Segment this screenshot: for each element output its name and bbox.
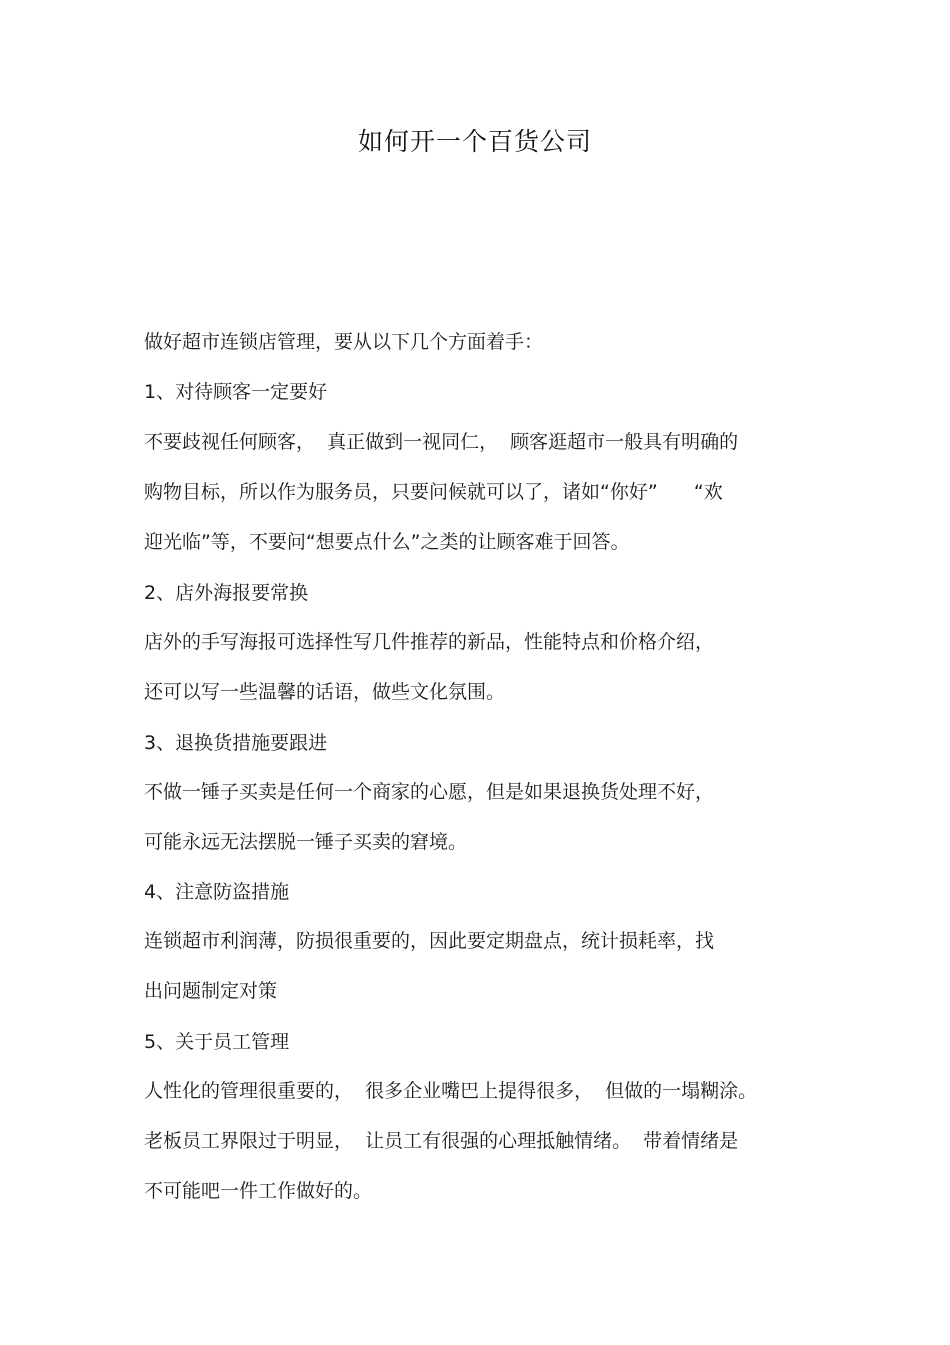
- section-2-line-2: 还可以写一些温馨的话语，做些文化氛围。: [144, 681, 506, 703]
- document-title: 如何开一个百货公司: [357, 127, 592, 156]
- section-2-line-1: 店外的手写海报可选择性写几件推荐的新品，性能特点和价格介绍，: [144, 631, 715, 653]
- section-1-line-2: 购物目标，所以作为服务员，只要问候就可以了，诸如“你好” “欢: [144, 481, 723, 503]
- section-4-heading: 4、注意防盗措施: [144, 881, 290, 903]
- section-4-line-1: 连锁超市利润薄，防损很重要的，因此要定期盘点，统计损耗率，找: [144, 930, 715, 952]
- section-5-line-3: 不可能吧一件工作做好的。: [144, 1180, 373, 1202]
- section-5-heading: 5、关于员工管理: [144, 1031, 290, 1053]
- section-1-line-3: 迎光临”等，不要问“想要点什么”之类的让顾客难于回答。: [144, 531, 630, 553]
- section-1-line-1: 不要歧视任何顾客， 真正做到一视同仁， 顾客逛超市一般具有明确的: [144, 431, 739, 453]
- section-3-heading: 3、退换货措施要跟进: [144, 732, 328, 754]
- section-3-line-1: 不做一锤子买卖是任何一个商家的心愿，但是如果退换货处理不好，: [144, 781, 715, 803]
- intro-text: 做好超市连锁店管理，要从以下几个方面着手：: [144, 331, 544, 353]
- section-4-line-2: 出问题制定对策: [144, 980, 278, 1002]
- section-3-line-2: 可能永远无法摆脱一锤子买卖的窘境。: [144, 831, 468, 853]
- section-1-heading: 1、对待顾客一定要好: [144, 381, 328, 403]
- section-5-line-1: 人性化的管理很重要的， 很多企业嘴巴上提得很多， 但做的一塌糊涂。: [144, 1080, 758, 1102]
- section-2-heading: 2、店外海报要常换: [144, 582, 309, 604]
- section-5-line-2: 老板员工界限过于明显， 让员工有很强的心理抵触情绪。 带着情绪是: [144, 1130, 739, 1152]
